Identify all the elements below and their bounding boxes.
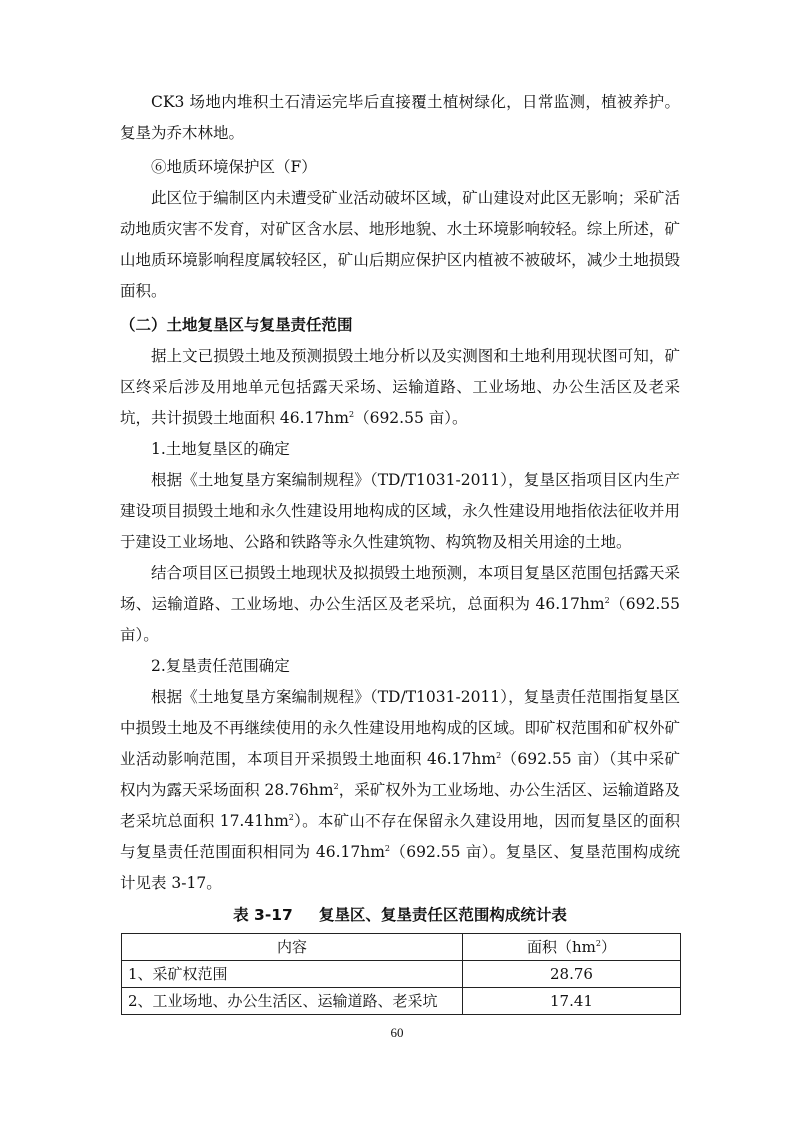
cell-area: 28.76 — [463, 961, 681, 988]
heading-geo-protection-zone: ⑥地质环境保护区（F） — [151, 158, 317, 176]
paragraph-reclamation-area-scope: 结合项目区已损毁土地现状及拟损毁土地预测，本项目复垦区范围包括露天采场、运输道路、工业场地、办公生活区及老采坑，总面积为 $46.17hm^2(692.55$ 亩）。 — [120, 564, 680, 644]
table-row — [122, 988, 681, 1015]
section-heading-reclamation-area: （二）土地复垦区与复垦责任范围 — [120, 316, 353, 334]
table-title: 复垦区、复垦责任区范围构成统计表 — [318, 906, 567, 924]
paragraph-responsibility-scope: 根据《土地复垦方案编制规程》（TD/T1031-2011），复垦责任范围指复垦区中损毁土地及不再继续使用的永久性建设用地构成的区域。即矿权范围和矿权外矿业活动影响范围，本项目开采损毁土地面积 $46.17hm^2(692.55$ 亩）（其中采矿权内为露天采场面积 $28.76hm^2$，采矿权外为工业场地、办公生活区、运输道路及老采坑总面积 $17.41hm^2$）。本矿山不存在保留永久建设用地，因而复垦区的面积与复垦责任范围面积相同为 $46.17hm^2(692.55$ 亩）。复垦区、复垦范围构成统计见表 3-17。 — [120, 688, 680, 892]
subheading-responsibility-scope: 2.复垦责任范围确定 — [151, 657, 290, 675]
header-content: 内容 — [122, 934, 463, 961]
paragraph-damaged-land-summary: 据上文已损毁土地及预测损毁土地分析以及实测图和土地利用现状图可知，矿区终采后涉及用地单元包括露天采场、运输道路、工业场地、办公生活区及老采坑，共计损毁土地面积 $46.17hm^2(692.55$ 亩）。 — [120, 347, 680, 427]
cell-area: 17.41 — [463, 988, 681, 1015]
subheading-reclamation-area-determination: 1.土地复垦区的确定 — [151, 440, 290, 458]
table-number: 表 3-17 — [233, 906, 293, 924]
paragraph-geo-protection-zone: 此区位于编制区内未遭受矿业活动破坏区域，矿山建设对此区无影响；采矿活动地质灾害不发育，对矿区含水层、地形地貌、水土环境影响较轻。综上所述，矿山地质环境影响程度属较轻区，矿山后期应保护区内植被不被破坏，减少土地损毁面积。 — [120, 189, 680, 300]
cell-content: 1、采矿权范围 — [122, 961, 463, 988]
table-row — [122, 961, 681, 988]
table-header-row — [122, 934, 681, 961]
page-number: 60 — [390, 1025, 404, 1040]
paragraph-reclamation-area-definition: 根据《土地复垦方案编制规程》（TD/T1031-2011），复垦区指项目区内生产建设项目损毁土地和永久性建设用地构成的区域，永久性建设用地指依法征收并用于建设工业场地、公路和铁路等永久性建筑物、构筑物及相关用途的土地。 — [120, 471, 680, 551]
table-caption — [120, 900, 680, 930]
reclamation-scope-table — [121, 933, 681, 1015]
cell-content: 2、工业场地、办公生活区、运输道路、老采坑 — [122, 988, 463, 1015]
header-area: 面积$(hm^2)$ — [463, 934, 681, 961]
paragraph-ck3-reclamation: CK3 场地内堆积土石清运完毕后直接覆土植树绿化，日常监测，植被养护。复垦为乔木林地。 — [120, 93, 680, 142]
